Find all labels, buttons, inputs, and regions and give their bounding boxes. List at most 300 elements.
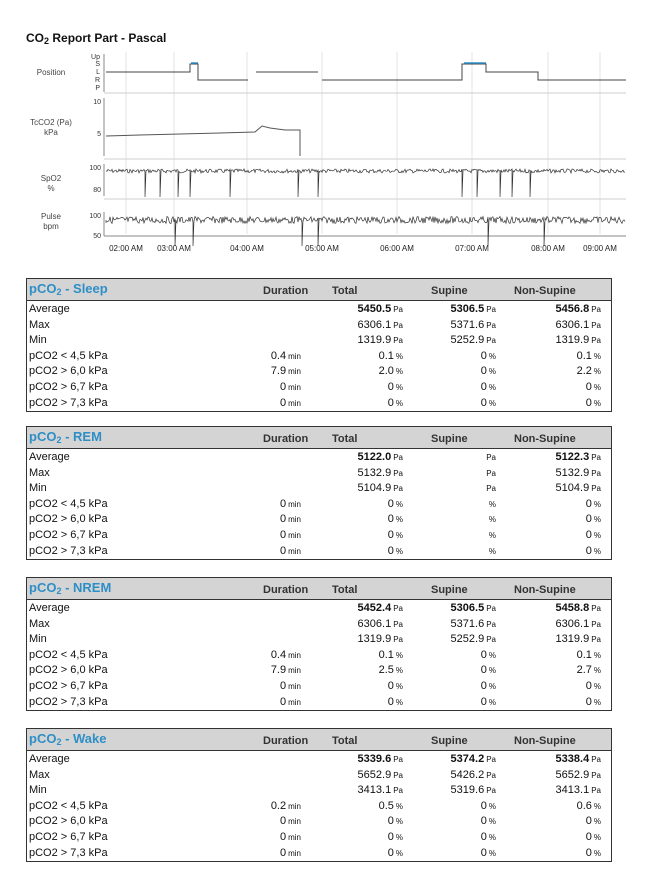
nonsupine-unit: % <box>593 546 601 556</box>
supine-unit: % <box>488 546 496 556</box>
supine-value: 0 <box>480 664 487 677</box>
supine-value: 5426.2 <box>450 768 485 781</box>
supine-value: 0 <box>480 380 487 393</box>
duration-cell <box>280 545 301 557</box>
duration-value: 0 <box>279 846 287 859</box>
total-cell <box>388 529 403 541</box>
duration-unit: min <box>288 697 301 707</box>
table-row <box>27 380 611 396</box>
duration-cell <box>280 847 301 859</box>
nonsupine-value: 0.1 <box>576 648 592 661</box>
total-value: 0.1 <box>378 648 394 661</box>
table-row <box>27 396 611 412</box>
duration-cell <box>271 350 301 362</box>
total-unit: % <box>395 848 403 858</box>
column-header-supine: Supine <box>431 735 468 747</box>
duration-unit: min <box>288 530 301 540</box>
total-value: 0 <box>387 396 394 409</box>
supine-unit: % <box>488 398 496 408</box>
duration-value: 0 <box>279 528 287 541</box>
supine-value: 0 <box>480 396 487 409</box>
total-cell <box>388 847 403 859</box>
supine-unit: % <box>488 697 496 707</box>
supine-value: 5371.6 <box>450 318 485 331</box>
table-row <box>27 497 611 513</box>
supine-value: 0 <box>480 815 487 828</box>
duration-value: 0 <box>279 380 287 393</box>
table-row <box>27 601 611 617</box>
nonsupine-unit: Pa <box>591 755 601 764</box>
time-label: 03:00 AM <box>157 244 191 253</box>
row-label: pCO2 > 7,3 kPa <box>29 695 108 708</box>
supine-value: 5306.5 <box>450 602 485 614</box>
supine-cell <box>481 696 496 708</box>
duration-value: 0 <box>279 830 287 843</box>
supine-cell <box>481 680 496 692</box>
row-label: Min <box>29 633 47 646</box>
nonsupine-cell <box>577 800 601 812</box>
nonsupine-cell <box>586 381 601 393</box>
pulse-label-line1: Pulse <box>40 212 61 221</box>
duration-cell <box>271 649 301 661</box>
nonsupine-cell <box>556 602 601 614</box>
nonsupine-cell <box>577 649 601 661</box>
column-header-duration: Duration <box>263 285 309 297</box>
total-unit: % <box>395 546 403 556</box>
duration-cell <box>280 513 301 525</box>
time-label: 04:00 AM <box>230 244 264 253</box>
duration-cell <box>280 815 301 827</box>
nonsupine-unit: % <box>593 351 601 361</box>
total-value: 5104.9 <box>357 482 392 495</box>
supine-unit: % <box>488 351 496 361</box>
duration-unit: min <box>288 546 301 556</box>
spo2-label-line1: SpO2 <box>40 174 62 183</box>
total-unit: Pa <box>393 786 403 796</box>
nonsupine-unit: Pa <box>591 770 601 780</box>
duration-unit: min <box>288 351 301 361</box>
duration-cell <box>271 664 301 676</box>
duration-unit: min <box>288 666 301 676</box>
section-header <box>27 729 611 751</box>
table-row <box>27 814 611 830</box>
total-cell <box>379 649 403 661</box>
supine-cell <box>451 784 496 796</box>
nonsupine-value: 0 <box>585 846 592 859</box>
duration-cell <box>280 831 301 843</box>
duration-unit: min <box>288 499 301 509</box>
nonsupine-cell <box>577 350 601 362</box>
nonsupine-value: 5652.9 <box>555 768 590 781</box>
duration-value: 7.9 <box>270 365 287 378</box>
section-title-prefix: pCO <box>29 281 57 296</box>
duration-cell <box>280 529 301 541</box>
duration-unit: min <box>288 817 301 827</box>
tcco2-label-line2: kPa <box>44 128 58 137</box>
duration-unit: min <box>288 650 301 660</box>
total-unit: Pa <box>393 619 403 629</box>
nonsupine-unit: Pa <box>591 336 601 346</box>
duration-cell <box>271 365 301 377</box>
row-label: pCO2 > 7,3 kPa <box>29 396 108 409</box>
column-header-duration: Duration <box>263 433 309 445</box>
supine-value: 0 <box>480 349 487 362</box>
row-label: Min <box>29 482 47 495</box>
section-table-nrem <box>26 577 612 711</box>
total-value: 0 <box>387 830 394 843</box>
duration-value: 7.9 <box>270 664 287 677</box>
table-row <box>27 318 611 334</box>
nonsupine-cell <box>556 784 601 796</box>
supine-unit: Pa <box>486 604 496 613</box>
total-value: 5339.6 <box>357 753 392 765</box>
nonsupine-cell <box>556 467 601 479</box>
section-title-rest: - Sleep <box>61 281 108 296</box>
duration-cell <box>271 800 301 812</box>
supine-value: 0 <box>480 799 487 812</box>
nonsupine-unit: Pa <box>591 484 601 494</box>
total-value: 6306.1 <box>357 318 392 331</box>
nonsupine-value: 3413.1 <box>555 784 590 797</box>
total-unit: Pa <box>393 604 403 613</box>
row-label: Average <box>29 451 70 463</box>
nonsupine-value: 0 <box>585 396 592 409</box>
supine-unit: Pa <box>486 305 496 314</box>
time-axis <box>109 244 617 253</box>
total-value: 0 <box>387 513 394 526</box>
total-value: 0.5 <box>378 799 394 812</box>
section-header <box>27 427 611 449</box>
duration-cell <box>280 696 301 708</box>
total-cell <box>388 381 403 393</box>
total-unit: % <box>395 666 403 676</box>
supine-value: 5252.9 <box>450 633 485 646</box>
tcco2-tick-10: 10 <box>93 99 101 106</box>
table-row <box>27 679 611 695</box>
nonsupine-cell <box>577 664 601 676</box>
column-header-total: Total <box>332 285 358 297</box>
total-cell <box>358 467 403 479</box>
section-header <box>27 578 611 600</box>
nonsupine-value: 0 <box>585 380 592 393</box>
nonsupine-unit: % <box>593 801 601 811</box>
spo2-ticks <box>89 165 101 194</box>
tcco2-tick-5: 5 <box>97 131 101 138</box>
nonsupine-cell <box>556 482 601 494</box>
nonsupine-cell <box>586 815 601 827</box>
supine-unit: % <box>488 666 496 676</box>
nonsupine-cell <box>586 847 601 859</box>
nonsupine-value: 0 <box>585 528 592 541</box>
total-unit: Pa <box>393 484 403 494</box>
nonsupine-cell <box>556 303 601 315</box>
total-unit: Pa <box>393 770 403 780</box>
tcco2-label-line1: TcCO2 (Pa) <box>30 118 72 127</box>
nonsupine-unit: % <box>593 499 601 509</box>
duration-value: 0 <box>279 544 287 557</box>
position-tick-l: L <box>96 69 100 76</box>
total-value: 6306.1 <box>357 617 392 630</box>
total-cell <box>358 334 403 346</box>
supine-value: 5252.9 <box>450 334 485 347</box>
total-value: 0 <box>387 815 394 828</box>
supine-unit: Pa <box>486 320 496 330</box>
duration-value: 0 <box>279 497 287 510</box>
supine-cell <box>451 303 496 315</box>
nonsupine-unit: % <box>593 650 601 660</box>
section-title-sub: 2 <box>56 287 62 297</box>
duration-value: 0 <box>279 513 287 526</box>
column-header-total: Total <box>332 584 358 596</box>
row-label: Average <box>29 753 70 765</box>
column-header-nonsupine: Non-Supine <box>514 584 576 596</box>
supine-unit: % <box>488 681 496 691</box>
total-value: 5122.0 <box>357 451 392 463</box>
nonsupine-cell <box>556 633 601 645</box>
section-title <box>29 731 107 747</box>
spo2-label-line2: % <box>47 184 55 193</box>
nonsupine-cell <box>556 451 601 463</box>
section-title-sub: 2 <box>56 737 62 747</box>
duration-unit: min <box>288 848 301 858</box>
nonsupine-unit: Pa <box>591 619 601 629</box>
total-value: 2.5 <box>378 664 394 677</box>
supine-unit: Pa <box>486 468 496 478</box>
nonsupine-unit: % <box>593 817 601 827</box>
supine-unit: % <box>488 367 496 377</box>
supine-unit: Pa <box>486 619 496 629</box>
total-value: 5452.4 <box>357 602 392 614</box>
supine-value: 5306.5 <box>450 303 485 315</box>
duration-value: 0 <box>279 695 287 708</box>
time-label: 08:00 AM <box>531 244 565 253</box>
total-unit: % <box>395 351 403 361</box>
row-label: pCO2 < 4,5 kPa <box>29 497 108 510</box>
total-value: 0 <box>387 544 394 557</box>
total-cell <box>388 397 403 409</box>
trace-graphs <box>0 50 648 260</box>
supine-unit: % <box>488 650 496 660</box>
table-row <box>27 752 611 768</box>
trace-panel <box>0 50 648 260</box>
total-cell <box>358 451 403 463</box>
table-row <box>27 663 611 679</box>
nonsupine-unit: Pa <box>591 453 601 462</box>
duration-cell <box>280 680 301 692</box>
nonsupine-unit: % <box>593 367 601 377</box>
tcco2-ticks <box>93 99 101 138</box>
total-cell <box>388 680 403 692</box>
total-value: 2.0 <box>378 365 394 378</box>
nonsupine-value: 6306.1 <box>555 318 590 331</box>
total-value: 5652.9 <box>357 768 392 781</box>
nonsupine-value: 0.6 <box>576 799 592 812</box>
supine-value: 0 <box>480 679 487 692</box>
total-cell <box>379 350 403 362</box>
nonsupine-unit: % <box>593 697 601 707</box>
supine-cell <box>481 847 496 859</box>
supine-unit: Pa <box>486 484 496 494</box>
nonsupine-cell <box>556 319 601 331</box>
row-label: pCO2 > 6,0 kPa <box>29 513 108 526</box>
supine-cell <box>481 800 496 812</box>
section-title-rest: - Wake <box>61 731 107 746</box>
duration-value: 0 <box>279 679 287 692</box>
table-row <box>27 632 611 648</box>
total-value: 1319.9 <box>357 334 392 347</box>
total-unit: Pa <box>393 320 403 330</box>
section-header <box>27 279 611 301</box>
row-label: Min <box>29 784 47 797</box>
total-unit: Pa <box>393 453 403 462</box>
total-value: 0.1 <box>378 349 394 362</box>
nonsupine-value: 5104.9 <box>555 482 590 495</box>
duration-value: 0.4 <box>270 349 287 362</box>
row-label: pCO2 > 6,7 kPa <box>29 380 108 393</box>
nonsupine-cell <box>556 618 601 630</box>
nonsupine-value: 0.1 <box>576 349 592 362</box>
supine-value: 0 <box>480 695 487 708</box>
supine-unit: Pa <box>486 786 496 796</box>
nonsupine-cell <box>586 680 601 692</box>
table-row <box>27 333 611 349</box>
total-unit: % <box>395 817 403 827</box>
tcco2-trace <box>106 126 300 156</box>
nonsupine-unit: Pa <box>591 786 601 796</box>
total-unit: Pa <box>393 468 403 478</box>
table-row <box>27 364 611 380</box>
total-unit: % <box>395 367 403 377</box>
supine-unit: % <box>488 848 496 858</box>
nonsupine-cell <box>586 545 601 557</box>
total-cell <box>358 303 403 315</box>
row-label: pCO2 > 6,7 kPa <box>29 830 108 843</box>
table-row <box>27 783 611 799</box>
row-label: pCO2 < 4,5 kPa <box>29 349 108 362</box>
duration-cell <box>280 498 301 510</box>
nonsupine-value: 0 <box>585 497 592 510</box>
supine-cell <box>451 618 496 630</box>
nonsupine-value: 0 <box>585 695 592 708</box>
section-title <box>29 429 102 445</box>
position-row-label: Position <box>36 68 66 77</box>
total-cell <box>358 602 403 614</box>
row-label: Max <box>29 768 50 781</box>
row-label: Average <box>29 303 70 315</box>
nonsupine-value: 1319.9 <box>555 334 590 347</box>
duration-value: 0.2 <box>270 799 287 812</box>
column-header-supine: Supine <box>431 433 468 445</box>
total-cell <box>358 769 403 781</box>
nonsupine-unit: % <box>593 515 601 525</box>
total-cell <box>358 618 403 630</box>
total-unit: % <box>395 398 403 408</box>
section-title-rest: - REM <box>61 429 102 444</box>
duration-unit: min <box>288 832 301 842</box>
section-title <box>29 580 111 596</box>
supine-unit: % <box>488 832 496 842</box>
supine-cell <box>484 451 496 463</box>
total-value: 0 <box>387 497 394 510</box>
table-row <box>27 466 611 482</box>
total-value: 3413.1 <box>357 784 392 797</box>
nonsupine-cell <box>556 334 601 346</box>
table-row <box>27 648 611 664</box>
pulse-trace <box>106 217 625 247</box>
total-unit: % <box>395 697 403 707</box>
nonsupine-cell <box>556 753 601 765</box>
table-row <box>27 846 611 862</box>
duration-value: 0 <box>279 815 287 828</box>
table-row <box>27 617 611 633</box>
supine-cell <box>484 467 496 479</box>
column-header-supine: Supine <box>431 584 468 596</box>
spo2-trace <box>106 169 625 197</box>
pulse-label-line2: bpm <box>43 222 59 231</box>
time-label: 09:00 AM <box>583 244 617 253</box>
section-title-sub: 2 <box>56 435 62 445</box>
supine-unit: % <box>488 382 496 392</box>
supine-cell <box>481 649 496 661</box>
duration-unit: min <box>288 398 301 408</box>
row-label: pCO2 > 6,0 kPa <box>29 365 108 378</box>
section-table-rem <box>26 426 612 560</box>
supine-unit: % <box>488 499 496 509</box>
total-cell <box>358 753 403 765</box>
column-header-total: Total <box>332 433 358 445</box>
position-trace-3 <box>322 64 626 80</box>
section-table-wake <box>26 728 612 862</box>
nonsupine-unit: Pa <box>591 604 601 613</box>
total-value: 0 <box>387 846 394 859</box>
pulse-tick-50: 50 <box>93 233 101 240</box>
total-cell <box>358 319 403 331</box>
section-table-sleep <box>26 278 612 412</box>
supine-cell <box>451 334 496 346</box>
row-label: pCO2 > 7,3 kPa <box>29 846 108 859</box>
column-header-nonsupine: Non-Supine <box>514 735 576 747</box>
supine-unit: % <box>488 515 496 525</box>
nonsupine-unit: Pa <box>591 635 601 645</box>
column-header-nonsupine: Non-Supine <box>514 285 576 297</box>
supine-value: 0 <box>480 648 487 661</box>
row-label: Max <box>29 318 50 331</box>
nonsupine-cell <box>586 831 601 843</box>
nonsupine-unit: % <box>593 666 601 676</box>
total-unit: Pa <box>393 755 403 764</box>
nonsupine-value: 5338.4 <box>555 753 590 765</box>
nonsupine-cell <box>586 513 601 525</box>
position-tick-s: S <box>95 61 100 68</box>
supine-value: 5371.6 <box>450 617 485 630</box>
nonsupine-value: 0 <box>585 679 592 692</box>
position-tick-p: P <box>95 85 100 92</box>
time-label: 06:00 AM <box>380 244 414 253</box>
supine-cell <box>487 545 496 557</box>
row-label: pCO2 > 6,7 kPa <box>29 528 108 541</box>
pulse-ticks <box>89 213 101 240</box>
spo2-tick-80: 80 <box>93 187 101 194</box>
total-unit: % <box>395 801 403 811</box>
supine-cell <box>481 381 496 393</box>
nonsupine-unit: Pa <box>591 468 601 478</box>
total-unit: % <box>395 382 403 392</box>
supine-cell <box>481 365 496 377</box>
total-cell <box>388 696 403 708</box>
supine-value: 0 <box>480 365 487 378</box>
total-cell <box>388 498 403 510</box>
column-header-duration: Duration <box>263 584 309 596</box>
